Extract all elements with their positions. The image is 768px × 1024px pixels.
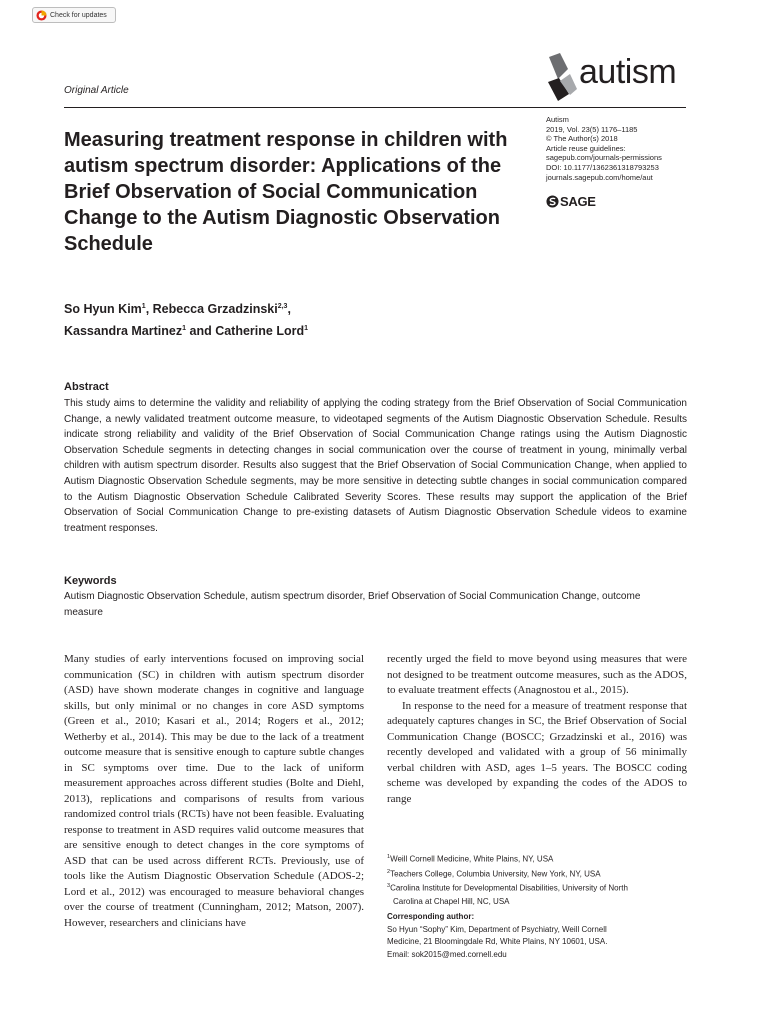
article-title: Measuring treatment response in children with autism spectrum disorder: Applications of the Brief Observation of Social Communication Change to the Autism Diagnostic Observation Schedule <box>64 129 508 255</box>
affiliation-number: 1 <box>387 854 391 860</box>
doi[interactable]: DOI: 10.1177/1362361318793253 <box>546 162 659 172</box>
body-paragraph: In response to the need for a measure of treatment response that adequately captures changes in SC, the Brief Observation of Social Communication Change (BOSCC; Grzadzinski et al., 2016) was recently developed and validated with a group of 56 minimally verbal children with ASD, ages 1–5 years. The BOSCC coding scheme was developed by expanding the codes of the ADOS to range <box>387 699 687 805</box>
journal-logo <box>546 51 688 101</box>
publisher-name: SAGE <box>560 194 596 209</box>
publisher-logo <box>546 194 596 209</box>
author-affiliation-marker: 2,3 <box>277 303 288 310</box>
corresponding-author-line: So Hyun “Sophy” Kim, Department of Psychiatry, Weill Cornell <box>387 924 607 934</box>
article-type: Original Article <box>64 85 129 96</box>
affiliation-number: 2 <box>387 868 391 875</box>
check-for-updates-icon <box>36 10 47 21</box>
author-separator: , <box>287 302 291 317</box>
abstract-heading: Abstract <box>64 381 109 393</box>
corresponding-author-line: Medicine, 21 Bloomingdale Rd, White Plains, NY 10601, USA. <box>387 937 608 946</box>
permissions-link[interactable]: sagepub.com/journals-permissions <box>546 153 662 163</box>
author-affiliation-marker: 1 <box>141 303 146 310</box>
author-name[interactable]: Rebecca Grzadzinski <box>152 302 278 317</box>
copyright: © The Author(s) 2018 <box>546 134 618 144</box>
journal-citation: 2019, Vol. 23(5) 1176–1185 <box>546 124 638 134</box>
header-rule <box>64 107 686 108</box>
journal-logo-text: autism <box>579 53 677 91</box>
journal-homepage-link[interactable]: journals.sagepub.com/home/aut <box>546 172 653 182</box>
body-paragraph: recently urged the field to move beyond using measures that were not designed to be treatment outcome measures, such as the ADOS, to evaluate treatment effects (Anagnostou et al., 2015). <box>387 653 687 696</box>
reuse-guidelines: Article reuse guidelines: <box>546 143 626 153</box>
affiliation-item <box>387 851 687 866</box>
affiliations <box>387 851 687 908</box>
check-for-updates-badge[interactable] <box>32 7 116 23</box>
keywords-text: Autism Diagnostic Observation Schedule, autism spectrum disorder, Brief Observation of Social Communication Change, outcome measure <box>64 591 641 618</box>
body-column-right <box>387 652 687 807</box>
author-name[interactable]: Kassandra Martinez <box>64 324 183 339</box>
affiliation-text: Weill Cornell Medicine, White Plains, NY, USA <box>390 854 554 864</box>
abstract-text: This study aims to determine the validity and reliability of applying the coding strategy from the Brief Observation of Social Communication Change, a newly validated treatment outcome measure, to videotaped segments of the Autism Diagnostic Observation Schedule. Results indicate strong reliability and validity of the Brief Observation of Social Communication Change ratings using the Autism Diagnostic Observation Schedule segments in detecting changes in social communication over the course of treatment in young, minimally verbal children with autism spectrum disorder. Results also suggest that the Brief Observation of Social Communication Change, when applied to Autism Diagnostic Observation Schedule segments, may be more sensitive in detecting subtle changes in social communication compared to the Autism Diagnostic Observation Schedule Calibrated Severity Scores. These results may support the application of the Brief Observation of Social Communication Change to pre-existing datasets of Autism Diagnostic Observation Schedule videos to examine treatment responses. <box>64 398 687 534</box>
affiliation-item <box>387 880 687 895</box>
badge-label: Check for updates <box>50 11 107 19</box>
corresponding-author-email[interactable]: Email: sok2015@med.cornell.edu <box>387 949 507 959</box>
affiliation-text: Carolina Institute for Developmental Disabilities, University of North <box>390 883 628 893</box>
affiliation-text: Teachers College, Columbia University, New York, NY, USA <box>390 869 601 879</box>
corresponding-author <box>387 911 687 961</box>
autism-logo-mark-icon <box>546 51 580 101</box>
body-column-left: Many studies of early interventions focused on improving social communication (SC) in children with autism spectrum disorder (ASD) have shown moderate changes in cognitive and language skills, but only minimal or no changes in core ASD symptoms (Green et al., 2010; Kasari et al., 2014; Rogers et al., 2012; Wetherby et al., 2014). This may be due to the lack of a treatment outcome measure that is sensitive enough to capture subtle changes in SC symptoms over time. Due to the lack of uniform measurement approaches across different studies (Bolte and Diehl, 2013), replications and comparisons of results from various randomized control trials (RCTs) have not been feasible. Evaluating response to treatment in ASD requires valid outcome measures that are sensitive enough to detect changes in the core symptoms of ASD that can be used across different RCTs. Previously, use of tools like the Autism Diagnostic Observation Schedule (ADOS-2; Lord et al., 2012) was encouraged to measure behavioral changes over the course of treatment (Cunningham, 2012; Matson, 2007). However, researchers and clinicians have <box>64 653 364 929</box>
corresponding-author-heading: Corresponding author: <box>387 912 475 921</box>
journal-metadata <box>546 115 696 182</box>
author-name[interactable]: Catherine Lord <box>215 324 305 339</box>
author-affiliation-marker: 1 <box>304 325 308 333</box>
author-name[interactable]: So Hyun Kim <box>64 302 142 317</box>
author-separator: and <box>186 324 216 339</box>
affiliation-item <box>387 866 687 881</box>
author-separator: , <box>145 302 153 317</box>
affiliation-number: 3 <box>387 883 391 890</box>
author-affiliation-marker: 1 <box>182 325 187 333</box>
sage-logo-icon <box>546 195 559 208</box>
author-list <box>64 297 534 341</box>
affiliation-continuation: Carolina at Chapel Hill, NC, USA <box>393 896 510 906</box>
journal-name: Autism <box>546 115 569 124</box>
keywords-heading: Keywords <box>64 575 117 587</box>
